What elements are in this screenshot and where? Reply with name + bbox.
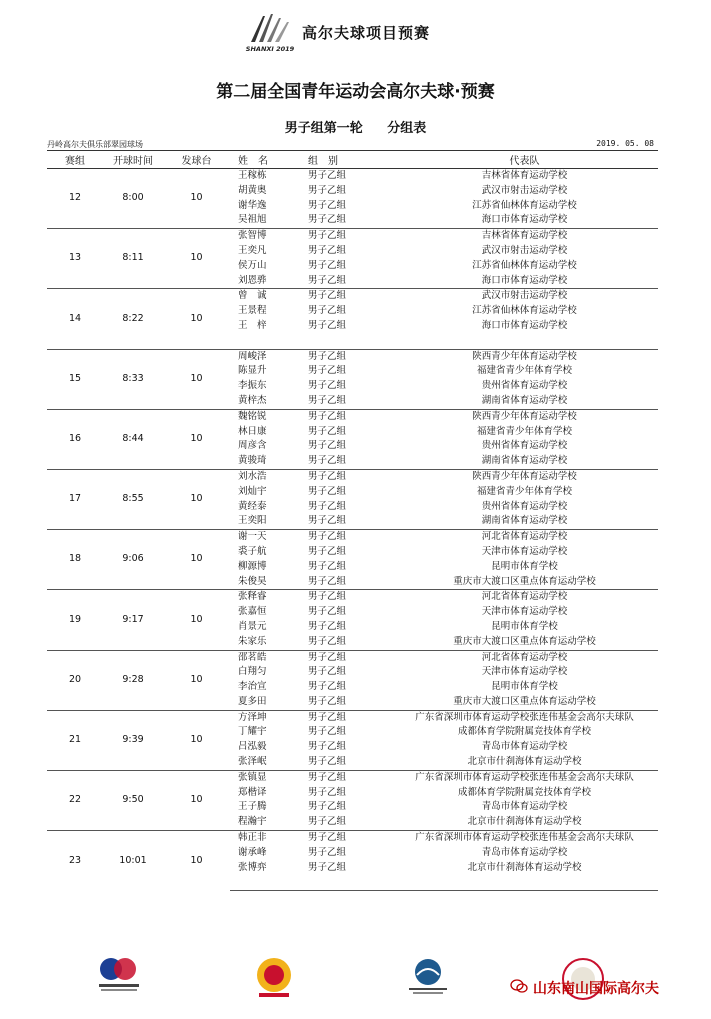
player-name: 王奕阳 (238, 515, 267, 527)
player-team: 河北省体育运动学校 (391, 590, 658, 605)
tee-number: 10 (163, 590, 230, 650)
player-name: 周彦含 (238, 440, 267, 452)
tee-time: 9:39 (103, 710, 163, 770)
player-division: 男子乙组 (304, 349, 391, 364)
player-team: 福建省青少年体育学校 (476, 485, 572, 497)
tee-time: 8:33 (103, 349, 163, 409)
player-team: 河北省体育运动学校 (391, 530, 658, 545)
player-team: 贵州省体育运动学校 (481, 380, 568, 392)
player-team: 成都体育学院附属竞技体育学校 (457, 786, 591, 798)
sports-bureau-logo (250, 955, 298, 1003)
player-division: 男子乙组 (308, 816, 347, 828)
date-label: 2019. 05. 08 (596, 139, 654, 148)
player-name: 黄经泰 (238, 500, 267, 512)
player-division: 男子乙组 (308, 545, 347, 557)
player-division (304, 875, 391, 890)
player-division: 男子乙组 (308, 560, 347, 572)
player-division: 男子乙组 (308, 244, 347, 256)
table-header-row (47, 151, 658, 169)
tee-number: 10 (163, 530, 230, 590)
player-name: 张镇显 (230, 770, 304, 785)
col-header-tee: 发球台 (163, 151, 230, 169)
player-name: 吕泓毅 (238, 741, 267, 753)
player-team: 北京市什刹海体育运动学校 (467, 756, 582, 768)
col-header-team: 代表队 (391, 151, 658, 169)
table-row (47, 289, 658, 304)
col-header-group: 赛组 (47, 151, 103, 169)
table-row (47, 831, 658, 846)
group-number: 16 (47, 409, 103, 469)
player-division: 男子乙组 (308, 184, 347, 196)
tee-number: 10 (163, 409, 230, 469)
player-division: 男子乙组 (308, 861, 347, 873)
tee-number: 10 (163, 770, 230, 830)
player-team: 北京市什刹海体育运动学校 (467, 816, 582, 828)
player-division: 男子乙组 (304, 710, 391, 725)
player-division: 男子乙组 (304, 469, 391, 484)
player-team: 天津市体育运动学校 (481, 666, 568, 678)
player-team: 江苏省仙林体育运动学校 (472, 259, 577, 271)
table-row (47, 530, 658, 545)
tee-time: 9:17 (103, 590, 163, 650)
table-row (47, 349, 658, 364)
player-team: 福建省青少年体育学校 (476, 425, 572, 437)
tee-time: 8:44 (103, 409, 163, 469)
player-division: 男子乙组 (308, 380, 347, 392)
tee-time: 9:06 (103, 530, 163, 590)
player-team: 昆明市体育学校 (491, 620, 558, 632)
player-division: 男子乙组 (308, 199, 347, 211)
subtitle-round: 男子组第一轮 (284, 121, 363, 136)
player-name: 胡黄奥 (238, 184, 267, 196)
player-name: 黄梓杰 (238, 394, 267, 406)
player-division: 男子乙组 (308, 274, 347, 286)
player-name: 朱家乐 (238, 635, 267, 647)
player-team: 江苏省仙林体育运动学校 (472, 199, 577, 211)
tee-time: 8:55 (103, 469, 163, 529)
player-division: 男子乙组 (304, 650, 391, 665)
player-division: 男子乙组 (308, 620, 347, 632)
tee-time: 9:28 (103, 650, 163, 710)
player-name: 王稼栋 (230, 169, 304, 184)
player-name: 魏铭锐 (230, 409, 304, 424)
player-division: 男子乙组 (308, 695, 347, 707)
tee-number: 10 (163, 169, 230, 229)
table-row (47, 409, 658, 424)
player-name: 刘灿宇 (238, 485, 267, 497)
player-name: 丁耀宇 (238, 726, 267, 738)
player-name: 张释睿 (230, 590, 304, 605)
player-name: 周峻泽 (230, 349, 304, 364)
subtitle-type: 分组表 (387, 121, 427, 136)
player-name: 曾 诚 (230, 289, 304, 304)
player-team: 贵州省体育运动学校 (481, 440, 568, 452)
player-name: 白翔匀 (238, 666, 267, 678)
group-number: 20 (47, 650, 103, 710)
player-team: 河北省体育运动学校 (391, 650, 658, 665)
tee-number: 10 (163, 831, 230, 891)
player-name: 方泽坤 (230, 710, 304, 725)
col-header-name: 姓 名 (230, 151, 304, 169)
player-team: 武汉市射击运动学校 (481, 244, 568, 256)
player-team: 重庆市大渡口区重点体育运动学校 (453, 695, 596, 707)
tee-number: 10 (163, 710, 230, 770)
tee-time: 8:00 (103, 169, 163, 229)
table-row (47, 169, 658, 184)
player-team: 天津市体育运动学校 (481, 606, 568, 618)
player-team: 贵州省体育运动学校 (481, 500, 568, 512)
player-name: 朱俊昊 (238, 575, 267, 587)
player-name: 王 梓 (238, 319, 267, 331)
table-row (47, 710, 658, 725)
group-number: 12 (47, 169, 103, 229)
player-division: 男子乙组 (308, 515, 347, 527)
player-team: 吉林省体育运动学校 (391, 229, 658, 244)
logo-text: SHANXI 2019 (245, 45, 295, 53)
player-name: 王奕凡 (238, 244, 267, 256)
tee-number: 10 (163, 289, 230, 349)
player-name: 张博弈 (238, 861, 267, 873)
player-name: 刘水浩 (230, 469, 304, 484)
page-title: 第二届全国青年运动会高尔夫球·预赛 (216, 82, 495, 102)
player-team: 湖南省体育运动学校 (481, 515, 568, 527)
player-team: 重庆市大渡口区重点体育运动学校 (453, 635, 596, 647)
player-division: 男子乙组 (308, 801, 347, 813)
event-title: 高尔夫球项目预赛 (302, 24, 431, 42)
player-division: 男子乙组 (308, 485, 347, 497)
player-name: 谢承峰 (238, 846, 267, 858)
china-golf-association-logo (93, 955, 145, 999)
tee-number: 10 (163, 349, 230, 409)
player-name: 肖景元 (238, 620, 267, 632)
player-team: 北京市什刹海体育运动学校 (467, 861, 582, 873)
player-division: 男子乙组 (308, 305, 347, 317)
player-division: 男子乙组 (304, 409, 391, 424)
player-name: 李振东 (238, 380, 267, 392)
player-division (304, 334, 391, 349)
tee-time: 8:11 (103, 229, 163, 289)
player-division: 男子乙组 (308, 500, 347, 512)
player-name: 柳源博 (238, 560, 267, 572)
tee-time: 8:22 (103, 289, 163, 349)
player-name: 陈显升 (238, 365, 267, 377)
player-team: 广东省深圳市体育运动学校张连伟基金会高尔夫球队 (391, 710, 658, 725)
player-team: 广东省深圳市体育运动学校张连伟基金会高尔夫球队 (391, 831, 658, 846)
player-team: 陕西青少年体育运动学校 (391, 469, 658, 484)
table-row (47, 590, 658, 605)
player-division: 男子乙组 (304, 831, 391, 846)
player-name: 林日康 (238, 425, 267, 437)
player-name: 邵茗皓 (230, 650, 304, 665)
player-name: 吴祖旭 (238, 214, 267, 226)
player-division: 男子乙组 (304, 229, 391, 244)
player-team: 天津市体育运动学校 (481, 545, 568, 557)
player-division: 男子乙组 (304, 770, 391, 785)
player-name (230, 875, 304, 890)
player-name (230, 334, 304, 349)
player-team: 海口市体育运动学校 (481, 214, 568, 226)
tee-time: 10:01 (103, 831, 163, 891)
group-number: 13 (47, 229, 103, 289)
player-team: 广东省深圳市体育运动学校张连伟基金会高尔夫球队 (391, 770, 658, 785)
player-name: 谢一天 (230, 530, 304, 545)
player-division: 男子乙组 (308, 635, 347, 647)
player-name: 侯万山 (238, 259, 267, 271)
player-division: 男子乙组 (308, 440, 347, 452)
group-number: 23 (47, 831, 103, 891)
group-number: 22 (47, 770, 103, 830)
player-team (391, 875, 658, 890)
player-division: 男子乙组 (308, 365, 347, 377)
venue-label: 丹岭高尔夫俱乐部翠园球场 (47, 140, 143, 149)
player-division: 男子乙组 (308, 756, 347, 768)
player-team: 陕西青少年体育运动学校 (391, 349, 658, 364)
pairings-body (47, 169, 658, 891)
player-team: 青岛市体育运动学校 (481, 846, 568, 858)
player-name: 韩正非 (230, 831, 304, 846)
player-name: 李治宣 (238, 681, 267, 693)
group-number: 21 (47, 710, 103, 770)
player-name: 黄骏琦 (238, 455, 267, 467)
player-division: 男子乙组 (308, 259, 347, 271)
player-team: 湖南省体育运动学校 (481, 455, 568, 467)
watermark-text: 山东南山国际高尔夫 (533, 981, 659, 997)
player-division: 男子乙组 (308, 741, 347, 753)
player-team: 重庆市大渡口区重点体育运动学校 (453, 575, 596, 587)
group-number: 19 (47, 590, 103, 650)
player-team: 湖南省体育运动学校 (481, 394, 568, 406)
group-number: 15 (47, 349, 103, 409)
group-number: 14 (47, 289, 103, 349)
player-name: 郑楷译 (238, 786, 267, 798)
player-division: 男子乙组 (304, 289, 391, 304)
player-team: 福建省青少年体育学校 (476, 365, 572, 377)
player-team: 昆明市体育学校 (491, 681, 558, 693)
page-subtitle (0, 117, 711, 136)
player-team: 陕西青少年体育运动学校 (391, 409, 658, 424)
tee-number: 10 (163, 229, 230, 289)
table-row (47, 229, 658, 244)
player-team: 武汉市射击运动学校 (481, 184, 568, 196)
player-team: 江苏省仙林体育运动学校 (472, 305, 577, 317)
player-division: 男子乙组 (304, 590, 391, 605)
player-name: 夏多田 (238, 695, 267, 707)
player-division: 男子乙组 (308, 425, 347, 437)
player-name: 张泽岷 (238, 756, 267, 768)
player-name: 程瀚宇 (238, 816, 267, 828)
pairings-table (47, 150, 658, 891)
player-division: 男子乙组 (308, 455, 347, 467)
group-number: 17 (47, 469, 103, 529)
shandong-golf-association-logo (405, 957, 451, 1001)
player-division: 男子乙组 (308, 786, 347, 798)
player-division: 男子乙组 (308, 214, 347, 226)
player-name: 张智博 (230, 229, 304, 244)
col-header-division: 组 别 (304, 151, 391, 169)
col-header-time: 开球时间 (103, 151, 163, 169)
group-number: 18 (47, 530, 103, 590)
player-division: 男子乙组 (304, 530, 391, 545)
tee-number: 10 (163, 469, 230, 529)
table-row (47, 770, 658, 785)
player-name: 谢华逸 (238, 199, 267, 211)
player-name: 王子腾 (238, 801, 267, 813)
player-name: 刘恩骅 (238, 274, 267, 286)
player-name: 王景程 (238, 305, 267, 317)
player-team: 昆明市体育学校 (491, 560, 558, 572)
player-team: 青岛市体育运动学校 (481, 801, 568, 813)
player-team: 海口市体育运动学校 (481, 274, 568, 286)
player-division: 男子乙组 (308, 666, 347, 678)
shanxi-2019-logo (245, 8, 295, 56)
player-team: 海口市体育运动学校 (481, 319, 568, 331)
player-division: 男子乙组 (304, 169, 391, 184)
player-division: 男子乙组 (308, 319, 347, 331)
player-team: 武汉市射击运动学校 (391, 289, 658, 304)
player-division: 男子乙组 (308, 846, 347, 858)
player-team: 吉林省体育运动学校 (391, 169, 658, 184)
player-team (391, 334, 658, 349)
player-team: 成都体育学院附属竞技体育学校 (457, 726, 591, 738)
player-division: 男子乙组 (308, 394, 347, 406)
tee-time: 9:50 (103, 770, 163, 830)
tee-number: 10 (163, 650, 230, 710)
player-name: 张嘉恒 (238, 606, 267, 618)
table-row (47, 650, 658, 665)
table-row (47, 469, 658, 484)
player-division: 男子乙组 (308, 606, 347, 618)
player-name: 裘子航 (238, 545, 267, 557)
player-division: 男子乙组 (308, 726, 347, 738)
player-division: 男子乙组 (308, 575, 347, 587)
player-team: 青岛市体育运动学校 (481, 741, 568, 753)
wechat-icon (510, 978, 528, 994)
player-division: 男子乙组 (308, 681, 347, 693)
